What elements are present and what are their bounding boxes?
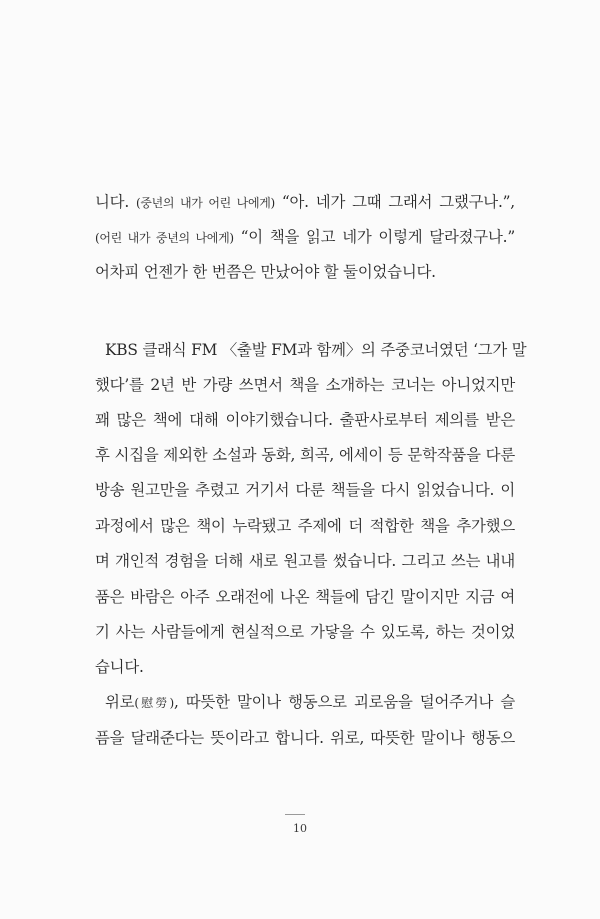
text-line-1-quote: “아. 네가 그때 그래서 그랬구나.”, — [274, 193, 515, 211]
text-line-11: 품은 바람은 아주 오래전에 나온 책들에 담긴 말이지만 지금 여 — [95, 588, 515, 606]
text-line-2-quote: “이 책을 읽고 네가 이렇게 달라졌구나.” — [233, 228, 515, 246]
text-line-13: 습니다. — [95, 658, 144, 676]
stage-direction-2: (어린 내가 중년의 나에게) — [95, 231, 234, 245]
text-line-15: 픔을 달래준다는 뜻이라고 합니다. 위로, 따뜻한 말이나 행동으 — [95, 729, 515, 747]
text-line-14 — [105, 692, 515, 713]
text-line-10: 며 개인적 경험을 더해 새로 원고를 썼습니다. 그리고 쓰는 내내 — [95, 552, 515, 570]
text-line-5: 했다’를 2년 반 가량 쓰면서 책을 소개하는 코너는 아니었지만 — [95, 376, 515, 394]
text-line-14-rest: , 따뜻한 말이나 행동으로 괴로움을 덜어주거나 슬 — [173, 693, 515, 711]
text-line-1 — [95, 192, 515, 213]
text-line-6: 꽤 많은 책에 대해 이야기했습니다. 출판사로부터 제의를 받은 — [95, 411, 515, 429]
stage-direction-1: (중년의 내가 어린 나에게) — [135, 196, 275, 210]
hanja-annotation: (慰勞) — [134, 696, 174, 710]
text-line-8: 방송 원고만을 추렸고 거기서 다룬 책들을 다시 읽었습니다. 이 — [95, 481, 515, 499]
page-number: 10 — [293, 822, 307, 835]
text-line-12: 기 사는 사람들에게 현실적으로 가닿을 수 있도록, 하는 것이었 — [95, 623, 515, 641]
text-line-1-start: 니다. — [95, 193, 136, 211]
text-line-9: 과정에서 많은 책이 누락됐고 주제에 더 적합한 책을 추가했으 — [95, 517, 515, 535]
text-line-4: KBS 클래식 FM 〈출발 FM과 함께〉의 주중코너였던 ‘그가 말 — [105, 341, 527, 359]
folio-rule — [285, 814, 305, 815]
text-line-2 — [95, 227, 515, 248]
text-line-7: 후 시집을 제외한 소설과 동화, 희곡, 에세이 등 문학작품을 다룬 — [95, 446, 515, 464]
text-line-3: 어차피 언젠가 한 번쯤은 만났어야 할 둘이었습니다. — [95, 263, 436, 281]
text-line-14-word: 위로 — [105, 693, 135, 711]
